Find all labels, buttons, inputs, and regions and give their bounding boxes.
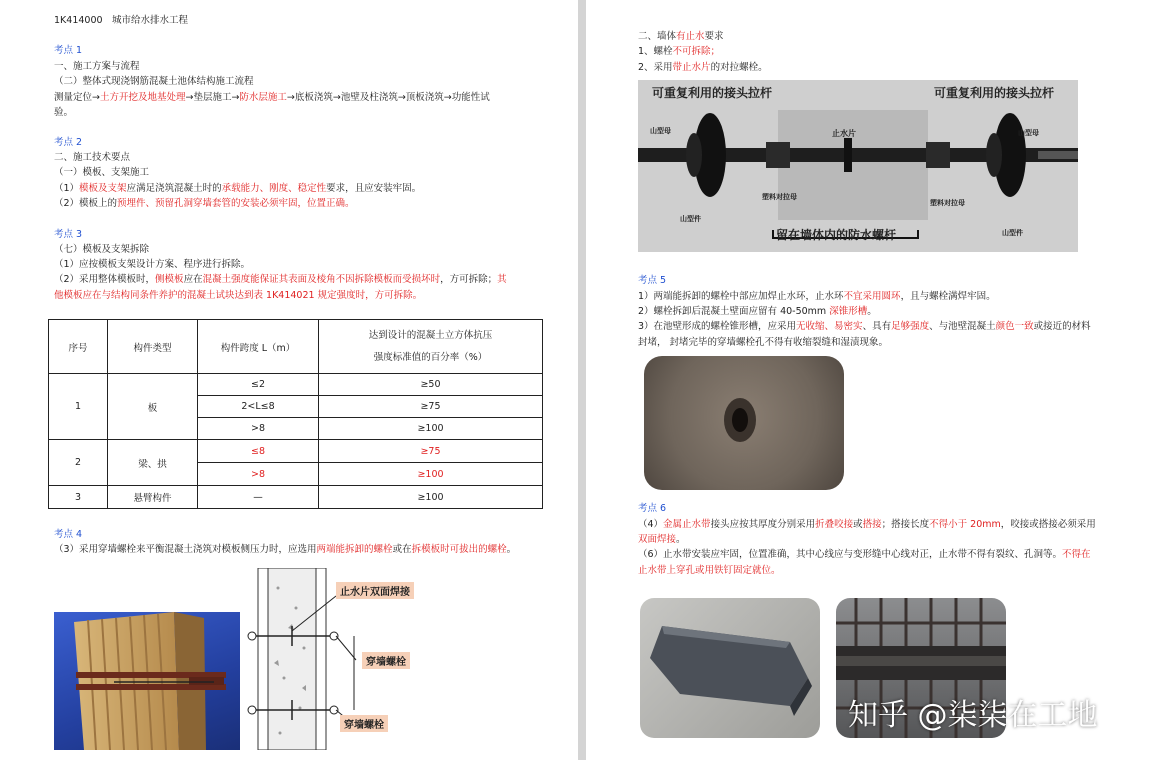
- k5-line2: 2）螺栓拆卸后混凝土壁面应留有 40-50mm 深锥形槽。: [638, 306, 877, 317]
- s1-line2: 1、螺栓不可拆除；: [638, 46, 721, 57]
- cell-no: 3: [49, 486, 108, 509]
- wall-bolt-diagram: [244, 568, 434, 750]
- bolt-photo: [638, 80, 1078, 252]
- cell-pct: ≥100: [319, 486, 543, 509]
- k1-line1: 一、施工方案与流程: [54, 61, 140, 72]
- keypoint-4-title: 考点 4: [54, 529, 83, 540]
- cell-pct: ≥75: [319, 396, 543, 418]
- k1-line4: 验。: [54, 107, 74, 118]
- k1-line2: （二）整体式现浇钢筋混凝土池体结构施工流程: [54, 76, 254, 87]
- photo-label-mold3: 山型母: [1018, 129, 1039, 137]
- k3-line2: （1）应按模板支架设计方案、程序进行拆除。: [54, 259, 251, 270]
- k2-line3: （1）模板及支架应满足浇筑混凝土时的承载能力、刚度、稳定性要求，且应安装牢固。: [54, 183, 422, 194]
- s1-line1: 二、墙体有止水要求: [638, 31, 724, 42]
- k6-line3: （6）止水带安装应牢固，位置准确，其中心线应与变形缝中心线对正，止水带不得有裂纹、孔洞等。不得在: [638, 549, 1091, 560]
- keypoint-5-title: 考点 5: [638, 275, 667, 286]
- diagram-label-bolt: 穿墙螺栓: [362, 652, 410, 669]
- photo-label-plastic1: 塑料对拉母: [762, 193, 797, 201]
- photo-label-mold1: 山型母: [650, 127, 671, 135]
- k2-line4: （2）模板上的预埋件、预留孔洞穿墙套管的安装必须牢固，位置正确。: [54, 198, 355, 209]
- cell-pct: ≥75: [319, 440, 543, 463]
- cell-type: 梁、拱: [108, 440, 198, 486]
- k2-line2: （一）模板、支架施工: [54, 167, 150, 178]
- formwork-3d-image: [54, 612, 240, 750]
- right-page: [586, 0, 1166, 760]
- cell-pct: ≥100: [319, 418, 543, 440]
- cell-span: 2<L≤8: [198, 396, 319, 418]
- photo-label-right: 可重复利用的接头拉杆: [934, 86, 1055, 100]
- k5-line3: 3）在池壁形成的螺栓锥形槽，应采用无收缩、易密实、具有足够强度、与池壁混凝土颜色一致或接近的材料: [638, 321, 1091, 332]
- k3-line3: （2）采用整体模板时，侧模板应在混凝土强度能保证其表面及棱角不因拆除模板而受损坏时，方可拆除；其: [54, 274, 507, 285]
- k4-line1: （3）采用穿墙螺栓来平衡混凝土浇筑对模板侧压力时，应选用两端能拆卸的螺栓或在拆模板时可拔出的螺栓。: [54, 544, 517, 555]
- page-header: 1K414000 城市给水排水工程: [54, 15, 189, 26]
- cell-span: >8: [198, 418, 319, 440]
- bolt-hole-photo: [644, 356, 844, 490]
- diagram-label-waterstop: 止水片双面焊接: [336, 582, 414, 599]
- keypoint-6-title: 考点 6: [638, 503, 667, 514]
- photo-label-mold2: 山型件: [680, 215, 701, 223]
- photo-label-bottom: 留在墙体内的防水螺杆: [776, 228, 897, 242]
- keypoint-1-title: 考点 1: [54, 45, 83, 56]
- zhihu-watermark: 知乎 @柒柒在工地: [848, 698, 1098, 733]
- k5-line1: 1）两端能拆卸的螺栓中部应加焊止水环，止水环不宜采用圆环，且与螺栓满焊牢固。: [638, 291, 996, 302]
- k5-line4: 封堵， 封堵完毕的穿墙螺栓孔不得有收缩裂缝和湿渍现象。: [638, 337, 889, 348]
- diagram-label-bolt-2: 穿墙螺栓: [340, 715, 388, 732]
- cell-pct: ≥100: [319, 463, 543, 486]
- s1-line3: 2、采用带止水片的对拉螺栓。: [638, 62, 768, 73]
- k1-line3: 测量定位→土方开挖及地基处理→垫层施工→防水层施工→底板浇筑→池壁及柱浇筑→顶板浇筑→功能性试: [54, 92, 490, 103]
- th-no: 序号: [49, 320, 108, 374]
- cell-no: 2: [49, 440, 108, 486]
- k6-line1: （4）金属止水带接头应按其厚度分别采用折叠咬接或搭接；搭接长度不得小于 20mm，咬接或搭接必须采用: [638, 519, 1096, 530]
- cell-pct: ≥50: [319, 374, 543, 396]
- cell-type: 悬臂构件: [108, 486, 198, 509]
- keypoint-2-title: 考点 2: [54, 137, 83, 148]
- metal-waterstop-photo: [640, 598, 820, 738]
- k3-line4: 他模板应在与结构同条件养护的混凝土试块达到表 1K414021 规定强度时，方可拆除。: [54, 290, 423, 301]
- cell-span: —: [198, 486, 319, 509]
- photo-label-waterstop: 止水片: [832, 129, 856, 138]
- cell-span: ≤8: [198, 440, 319, 463]
- photo-label-left: 可重复利用的接头拉杆: [652, 86, 773, 100]
- k3-line1: （七）模板及支架拆除: [54, 244, 150, 255]
- th-pct: 达到设计的混凝土立方体抗压 强度标准值的百分率（%）: [319, 320, 543, 374]
- k6-line2: 双面焊接。: [638, 534, 686, 545]
- th-type: 构件类型: [108, 320, 198, 374]
- cell-span: >8: [198, 463, 319, 486]
- k6-line4: 止水带上穿孔或用铁钉固定就位。: [638, 565, 781, 576]
- photo-label-plastic2: 塑料对拉母: [930, 199, 965, 207]
- left-page: [0, 0, 578, 760]
- cell-no: 1: [49, 374, 108, 440]
- photo-label-mold4: 山型件: [1002, 229, 1023, 237]
- strength-table: [48, 319, 543, 509]
- th-span: 构件跨度 L（m）: [198, 320, 319, 374]
- cell-type: 板: [108, 374, 198, 440]
- keypoint-3-title: 考点 3: [54, 229, 83, 240]
- cell-span: ≤2: [198, 374, 319, 396]
- k2-line1: 二、施工技术要点: [54, 152, 131, 163]
